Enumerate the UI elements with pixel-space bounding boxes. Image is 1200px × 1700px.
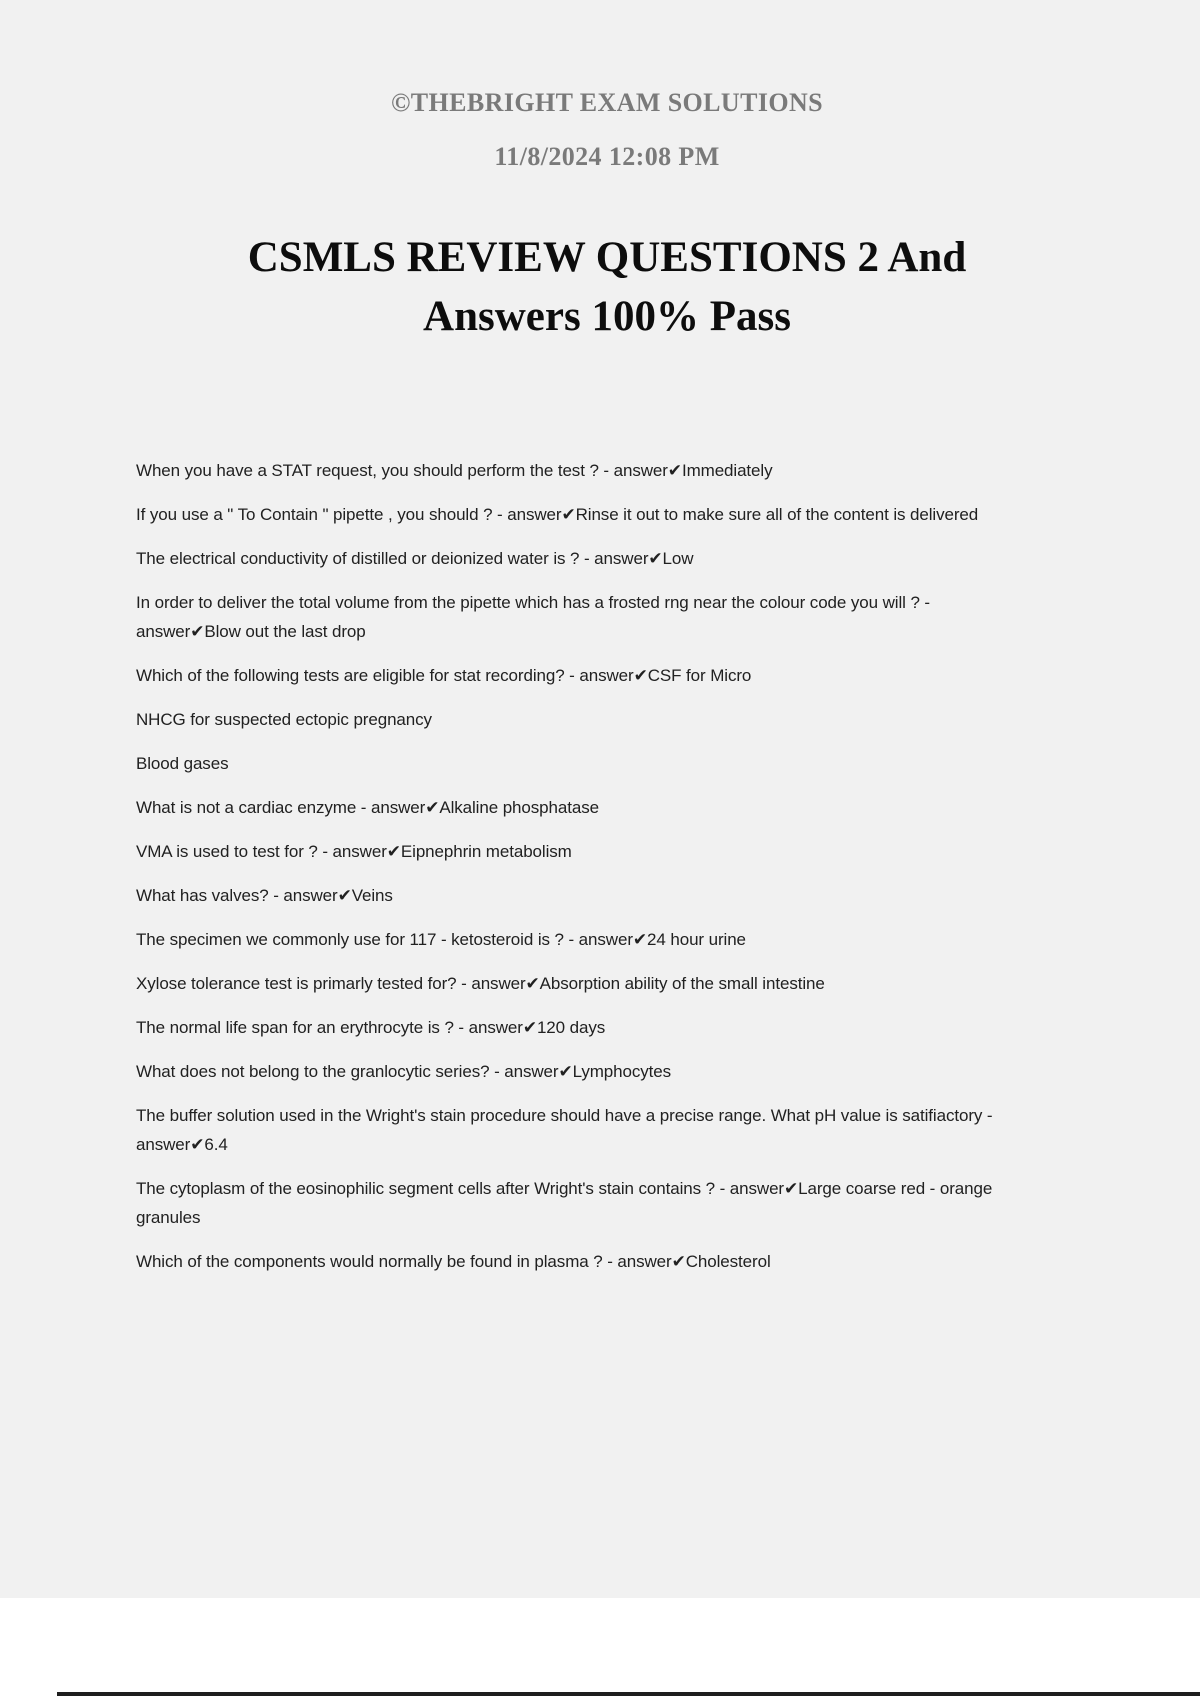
qa-paragraph: VMA is used to test for ? - answer✔Eipnephrin metabolism <box>136 842 572 862</box>
next-page-divider <box>57 1692 1200 1696</box>
qa-paragraph: What has valves? - answer✔Veins <box>136 886 393 906</box>
qa-paragraph: The electrical conductivity of distilled or deionized water is ? - answer✔Low <box>136 549 694 569</box>
qa-paragraph: In order to deliver the total volume from the pipette which has a frosted rng near the colour code you will ? - answer✔Blow out the last drop <box>136 593 930 642</box>
qa-paragraph: NHCG for suspected ectopic pregnancy <box>136 710 432 730</box>
document-title: CSMLS REVIEW QUESTIONS 2 And Answers 100% Pass <box>247 233 967 341</box>
qa-paragraph: The cytoplasm of the eosinophilic segment cells after Wright's stain contains ? - answer✔Large coarse red - orange granules <box>136 1179 993 1228</box>
qa-paragraph: When you have a STAT request, you should perform the test ? - answer✔Immediately <box>136 461 773 481</box>
qa-paragraph: The normal life span for an erythrocyte is ? - answer✔120 days <box>136 1018 606 1038</box>
qa-paragraph: The buffer solution used in the Wright's stain procedure should have a precise range. What pH value is satifiactory - answer✔6.4 <box>136 1106 993 1155</box>
page-bottom-margin <box>0 1598 1200 1700</box>
qa-paragraph: What does not belong to the granlocytic series? - answer✔Lymphocytes <box>136 1062 672 1082</box>
qa-paragraph: The specimen we commonly use for 117 - ketosteroid is ? - answer✔24 hour urine <box>136 930 746 950</box>
qa-paragraph: If you use a " To Contain " pipette , you should ? - answer✔Rinse it out to make sure all of the content is delivered <box>136 505 979 525</box>
publisher-header: ©THEBRIGHT EXAM SOLUTIONS <box>390 88 824 117</box>
qa-paragraph: Xylose tolerance test is primarly tested for? - answer✔Absorption ability of the small intestine <box>136 974 825 994</box>
qa-paragraph: Which of the following tests are eligible for stat recording? - answer✔CSF for Micro <box>136 666 752 686</box>
qa-list <box>136 456 1028 1276</box>
document-datetime: 11/8/2024 12:08 PM <box>494 141 720 171</box>
qa-paragraph: Blood gases <box>136 754 229 774</box>
qa-paragraph: Which of the components would normally be found in plasma ? - answer✔Cholesterol <box>136 1252 771 1272</box>
qa-paragraph: What is not a cardiac enzyme - answer✔Alkaline phosphatase <box>136 798 599 818</box>
